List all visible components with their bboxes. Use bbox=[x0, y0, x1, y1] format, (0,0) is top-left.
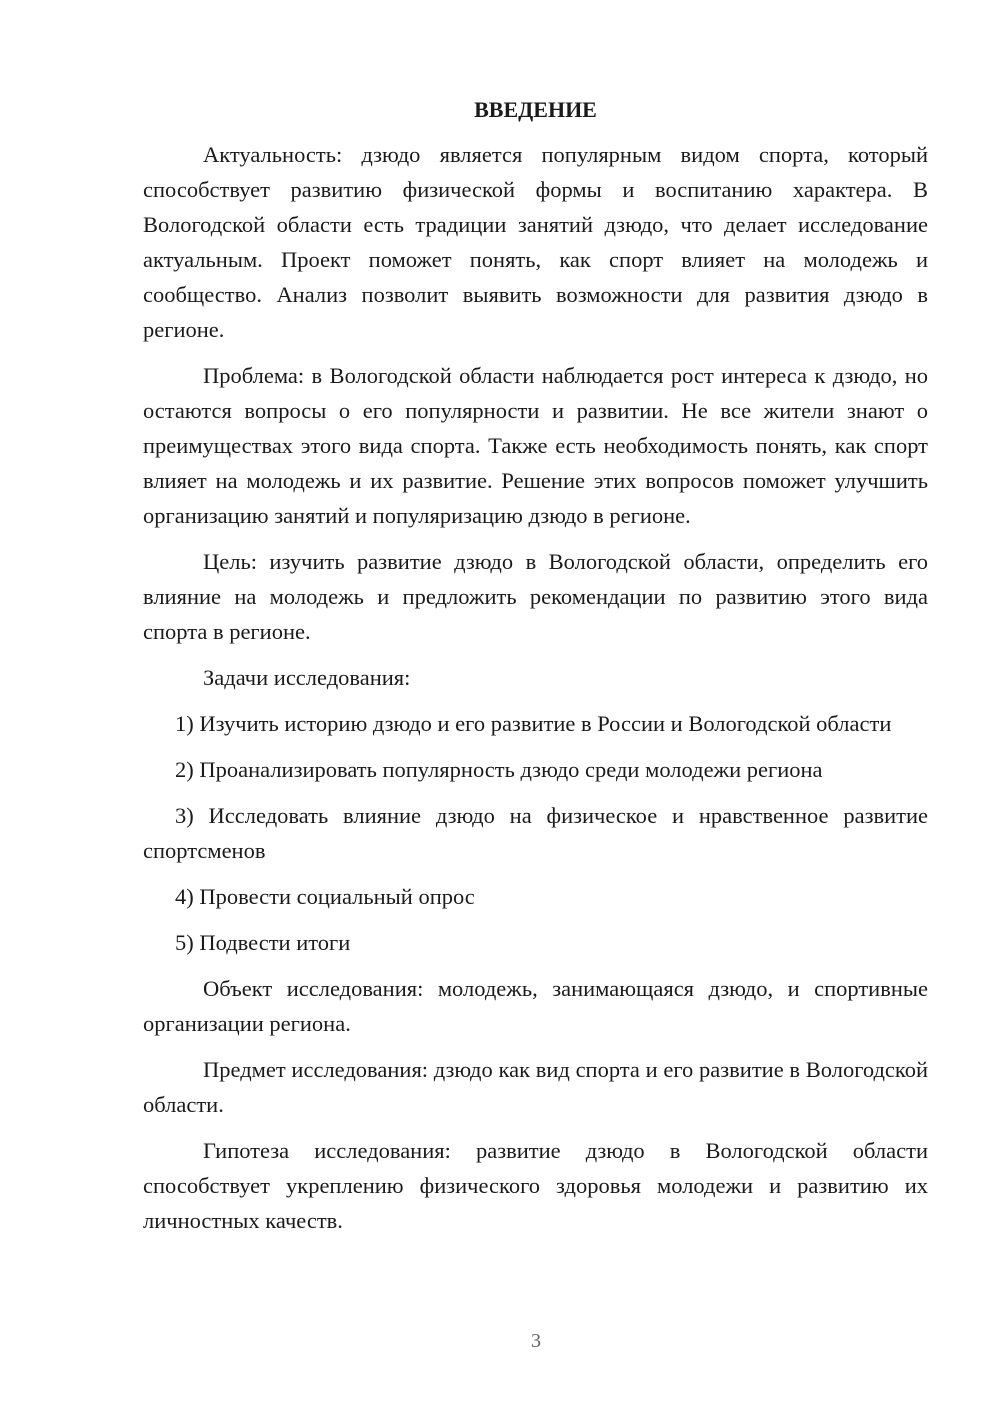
paragraph-problem: Проблема: в Вологодской области наблюдается рост интереса к дзюдо, но остаются вопросы о его популярности и развитии. Не все жители знают о преимуществах этого вида спорта. Также есть необходимость понять, как спорт влияет на молодежь и их развитие. Решение этих вопросов поможет улучшить организацию занятий и популяризацию дзюдо в регионе. bbox=[143, 363, 928, 528]
list-item-task-5: 5) Подвести итоги bbox=[175, 930, 351, 955]
page-number: 3 bbox=[531, 1330, 541, 1352]
page-title: ВВЕДЕНИЕ bbox=[474, 97, 597, 122]
list-item-task-4: 4) Провести социальный опрос bbox=[175, 884, 475, 909]
document-page bbox=[143, 92, 928, 1249]
paragraph-subject: Предмет исследования: дзюдо как вид спорта и его развитие в Вологодской области. bbox=[143, 1057, 928, 1117]
list-item-task-3: 3) Исследовать влияние дзюдо на физическое и нравственное развитие спортсменов bbox=[143, 803, 928, 863]
paragraph-relevance: Актуальность: дзюдо является популярным видом спорта, который способствует развитию физической формы и воспитанию характера. В Вологодской области есть традиции занятий дзюдо, что делает исследование актуальным. Проект поможет понять, как спорт влияет на молодежь и сообщество. Анализ позволит выявить возможности для развития дзюдо в регионе. bbox=[143, 142, 928, 342]
paragraph-object: Объект исследования: молодежь, занимающаяся дзюдо, и спортивные организации региона. bbox=[143, 976, 928, 1036]
list-item-task-1: 1) Изучить историю дзюдо и его развитие в России и Вологодской области bbox=[175, 711, 892, 736]
list-item-task-2: 2) Проанализировать популярность дзюдо среди молодежи региона bbox=[175, 757, 823, 782]
paragraph-goal: Цель: изучить развитие дзюдо в Вологодской области, определить его влияние на молодежь и предложить рекомендации по развитию этого вида спорта в регионе. bbox=[143, 549, 928, 644]
paragraph-hypothesis: Гипотеза исследования: развитие дзюдо в Вологодской области способствует укреплению физического здоровья молодежи и развитию их личностных качеств. bbox=[143, 1138, 928, 1233]
paragraph-tasks-intro: Задачи исследования: bbox=[203, 665, 411, 690]
